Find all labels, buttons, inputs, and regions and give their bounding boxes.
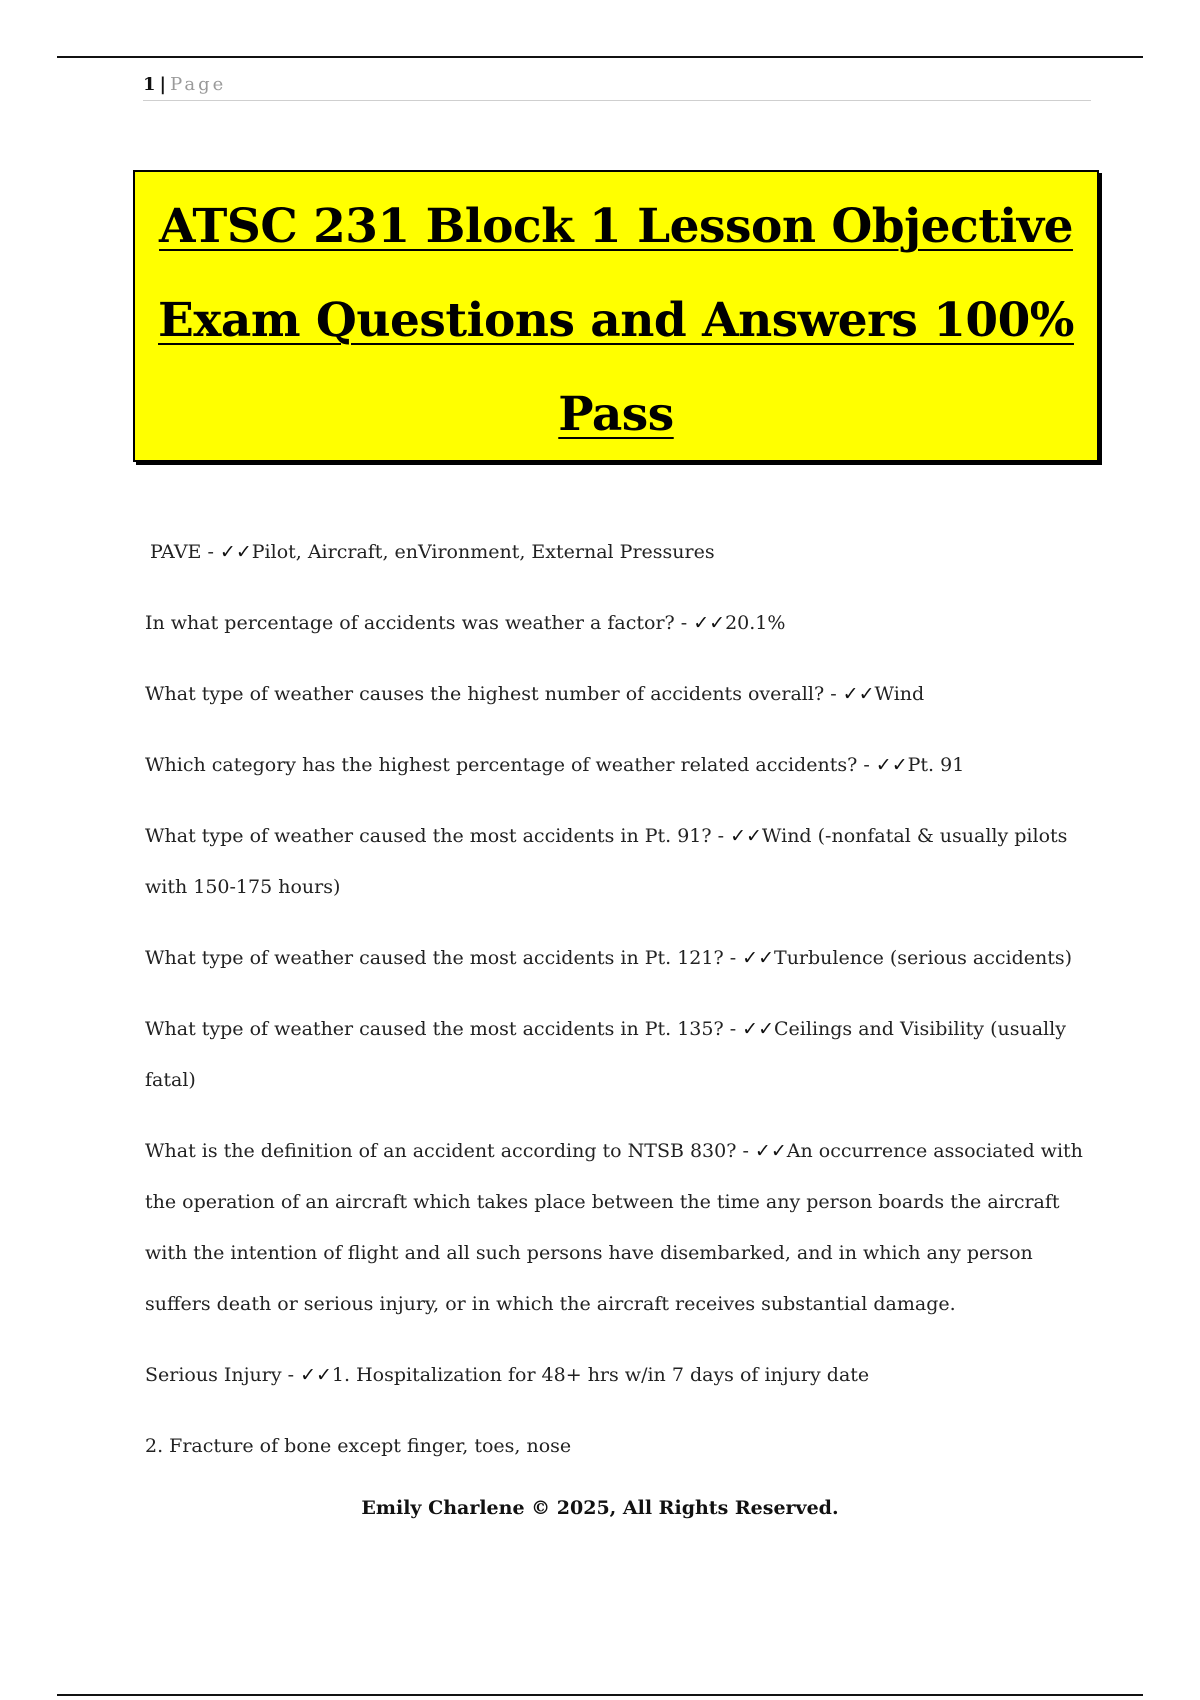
title-box <box>133 170 1099 462</box>
copyright-footer: Emily Charlene © 2025, All Rights Reserved. <box>361 1497 839 1519</box>
question: What type of weather caused the most accidents in Pt. 135? - <box>145 1018 743 1040</box>
question: Which category has the highest percentage of weather related accidents? - <box>145 754 876 776</box>
qa-item <box>145 1004 1095 1106</box>
page-header <box>143 72 1091 101</box>
page-separator: | <box>159 74 167 95</box>
qa-item <box>145 598 1095 649</box>
qa-item <box>145 811 1095 913</box>
question: Serious Injury - <box>145 1364 301 1386</box>
answer: Ceilings and Visibility (usually fatal) <box>145 1018 1066 1091</box>
answer: 1. Hospitalization for 48+ hrs w/in 7 days of injury date <box>331 1364 870 1386</box>
document-title-line-2: Exam Questions and Answers 100% <box>158 293 1074 348</box>
page-label: Page <box>170 74 227 95</box>
qa-item <box>145 527 1095 578</box>
question: What type of weather caused the most accidents in Pt. 91? - <box>145 825 731 847</box>
question: In what percentage of accidents was weather a factor? - <box>145 612 694 634</box>
qa-item <box>145 933 1095 984</box>
double-check-icon: ✓✓ <box>742 1018 775 1040</box>
double-check-icon: ✓✓ <box>875 754 908 776</box>
qa-continuation: 2. Fracture of bone except finger, toes, nose <box>145 1435 572 1457</box>
answer: Pt. 91 <box>907 754 965 776</box>
double-check-icon: ✓✓ <box>730 825 762 847</box>
question: What type of weather causes the highest number of accidents overall? - <box>145 683 843 705</box>
bottom-rule <box>57 1694 1143 1696</box>
page-number: 1 <box>143 74 156 95</box>
double-check-icon: ✓✓ <box>742 947 775 969</box>
double-check-icon: ✓✓ <box>754 1140 787 1162</box>
question: What is the definition of an accident according to NTSB 830? - <box>145 1140 755 1162</box>
qa-item <box>145 740 1095 791</box>
qa-item <box>145 1126 1095 1330</box>
answer: Wind (-nonfatal & usually pilots with 150-175 hours) <box>145 825 1068 898</box>
qa-item <box>145 1350 1095 1401</box>
double-check-icon: ✓✓ <box>842 683 875 705</box>
answer: Pilot, Aircraft, enVironment, External Pressures <box>251 541 715 563</box>
answer: An occurrence associated with the operation of an aircraft which takes place between the time any person boards the aircraft with the intention of flight and all such persons have disembarked, and in which any person suffers death or serious injury, or in which the aircraft receives substantial damage. <box>145 1140 1083 1315</box>
question: What type of weather caused the most accidents in Pt. 121? - <box>145 947 743 969</box>
document-title-line-1: ATSC 231 Block 1 Lesson Objective <box>159 199 1073 254</box>
question: PAVE - <box>150 541 220 563</box>
qa-item <box>145 669 1095 720</box>
answer: Turbulence (serious accidents) <box>774 947 1073 969</box>
double-check-icon: ✓✓ <box>693 612 726 634</box>
answer: 20.1% <box>725 612 786 634</box>
double-check-icon: ✓✓ <box>300 1364 332 1386</box>
answer: Wind <box>874 683 925 705</box>
top-rule <box>57 56 1143 58</box>
document-title-line-3: Pass <box>558 387 674 442</box>
double-check-icon: ✓✓ <box>219 541 252 563</box>
qa-list <box>145 527 1095 1492</box>
